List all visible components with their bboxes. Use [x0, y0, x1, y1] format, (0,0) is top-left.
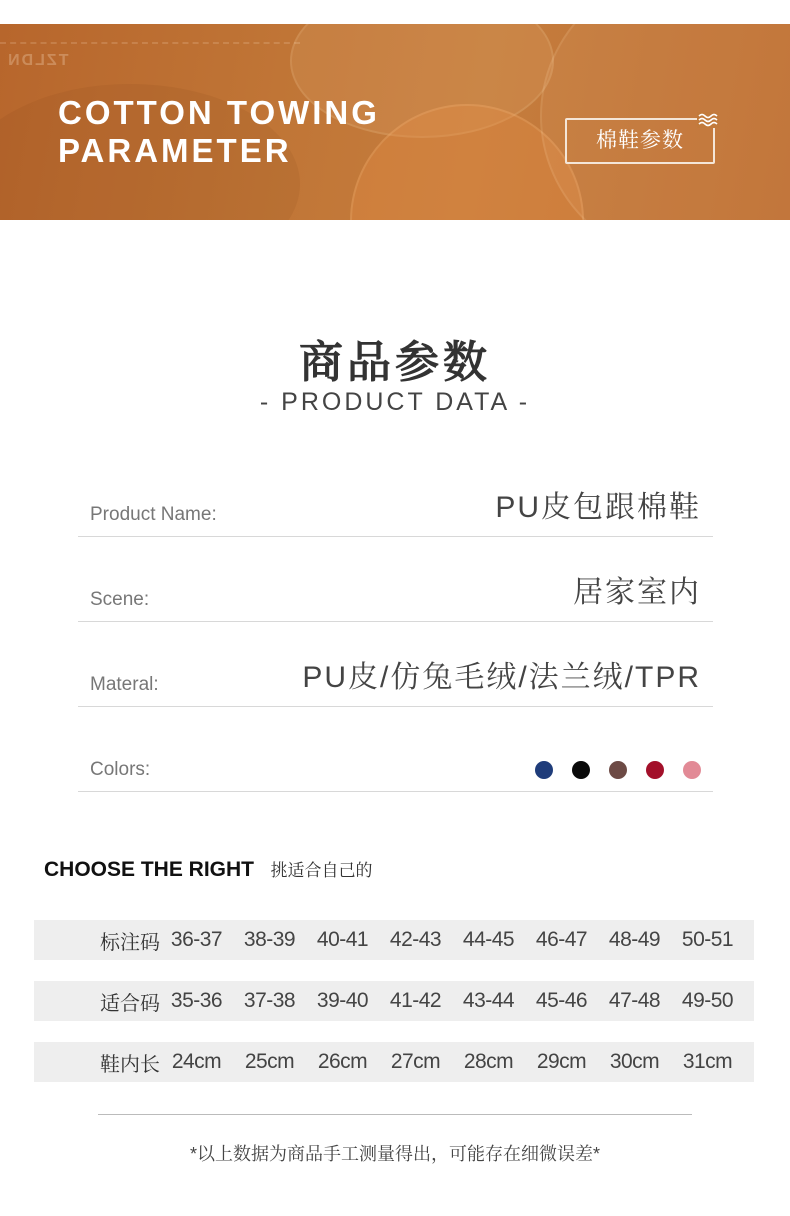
size-cell: 36-37: [170, 928, 223, 951]
param-row-colors: [78, 751, 713, 792]
color-swatch-pink: [683, 761, 701, 779]
size-cell: 29cm: [536, 1050, 587, 1073]
param-row-material: [78, 661, 713, 707]
size-cell: 30cm: [609, 1050, 660, 1073]
size-cell: 45-46: [535, 989, 588, 1012]
size-cell: 38-39: [243, 928, 296, 951]
banner-stitching: [0, 42, 300, 44]
size-row-header: 标注码: [100, 931, 160, 954]
size-guide-heading-cn: 挑适合自己的: [270, 861, 373, 880]
size-guide-heading-en: CHOOSE THE RIGHT: [44, 858, 255, 881]
color-swatch-red: [646, 761, 664, 779]
banner-title: [58, 94, 380, 170]
param-label: Materal:: [90, 674, 159, 695]
param-label: Colors:: [90, 759, 151, 780]
banner-tag: 棉鞋参数: [565, 118, 715, 164]
size-cell: 47-48: [608, 989, 661, 1012]
param-label: Scene:: [90, 589, 150, 610]
footnote: *以上数据为商品手工测量得出，可能存在细微误差*: [189, 1144, 600, 1164]
size-cell: 41-42: [389, 989, 442, 1012]
size-cell: 26cm: [317, 1050, 368, 1073]
size-cell: 40-41: [316, 928, 369, 951]
size-cell: 44-45: [462, 928, 515, 951]
banner-watermark: TZLDN: [6, 52, 69, 69]
size-cell: 42-43: [389, 928, 442, 951]
wave-icon: [697, 112, 719, 128]
param-row-product-name: [78, 491, 713, 537]
size-cell: 50-51: [681, 928, 734, 951]
size-cell: 49-50: [681, 989, 734, 1012]
divider: [98, 1114, 692, 1115]
size-cell: 37-38: [243, 989, 296, 1012]
size-cell: 24cm: [171, 1050, 222, 1073]
size-cell: 27cm: [390, 1050, 441, 1073]
section-subtitle: - PRODUCT DATA -: [259, 388, 531, 416]
color-swatch-brown: [609, 761, 627, 779]
color-swatch-black: [572, 761, 590, 779]
header-banner: [0, 24, 790, 220]
param-row-scene: [78, 576, 713, 622]
size-row-fit: [34, 981, 754, 1021]
size-cell: 43-44: [462, 989, 515, 1012]
banner-title-line2: PARAMETER: [58, 132, 292, 169]
size-cell: 46-47: [535, 928, 588, 951]
size-cell: 48-49: [608, 928, 661, 951]
size-row-header: 鞋内长: [100, 1053, 160, 1076]
size-cell: 28cm: [463, 1050, 514, 1073]
size-row-header: 适合码: [100, 992, 160, 1015]
size-cell: 25cm: [244, 1050, 295, 1073]
size-row-labeled: [34, 920, 754, 960]
section-title: 商品参数: [299, 337, 491, 388]
param-value: 居家室内: [573, 576, 701, 609]
size-cell: 35-36: [170, 989, 223, 1012]
color-swatch-navy: [535, 761, 553, 779]
size-guide-heading: [44, 856, 372, 882]
banner-title-line1: COTTON TOWING: [58, 94, 380, 131]
size-row-insole-length: [34, 1042, 754, 1082]
size-cell: 31cm: [682, 1050, 733, 1073]
color-swatches: [535, 761, 701, 779]
param-value: PU皮/仿兔毛绒/法兰绒/TPR: [302, 661, 701, 694]
param-label: Product Name:: [90, 504, 217, 525]
size-cell: 39-40: [316, 989, 369, 1012]
param-value: PU皮包跟棉鞋: [495, 491, 701, 524]
